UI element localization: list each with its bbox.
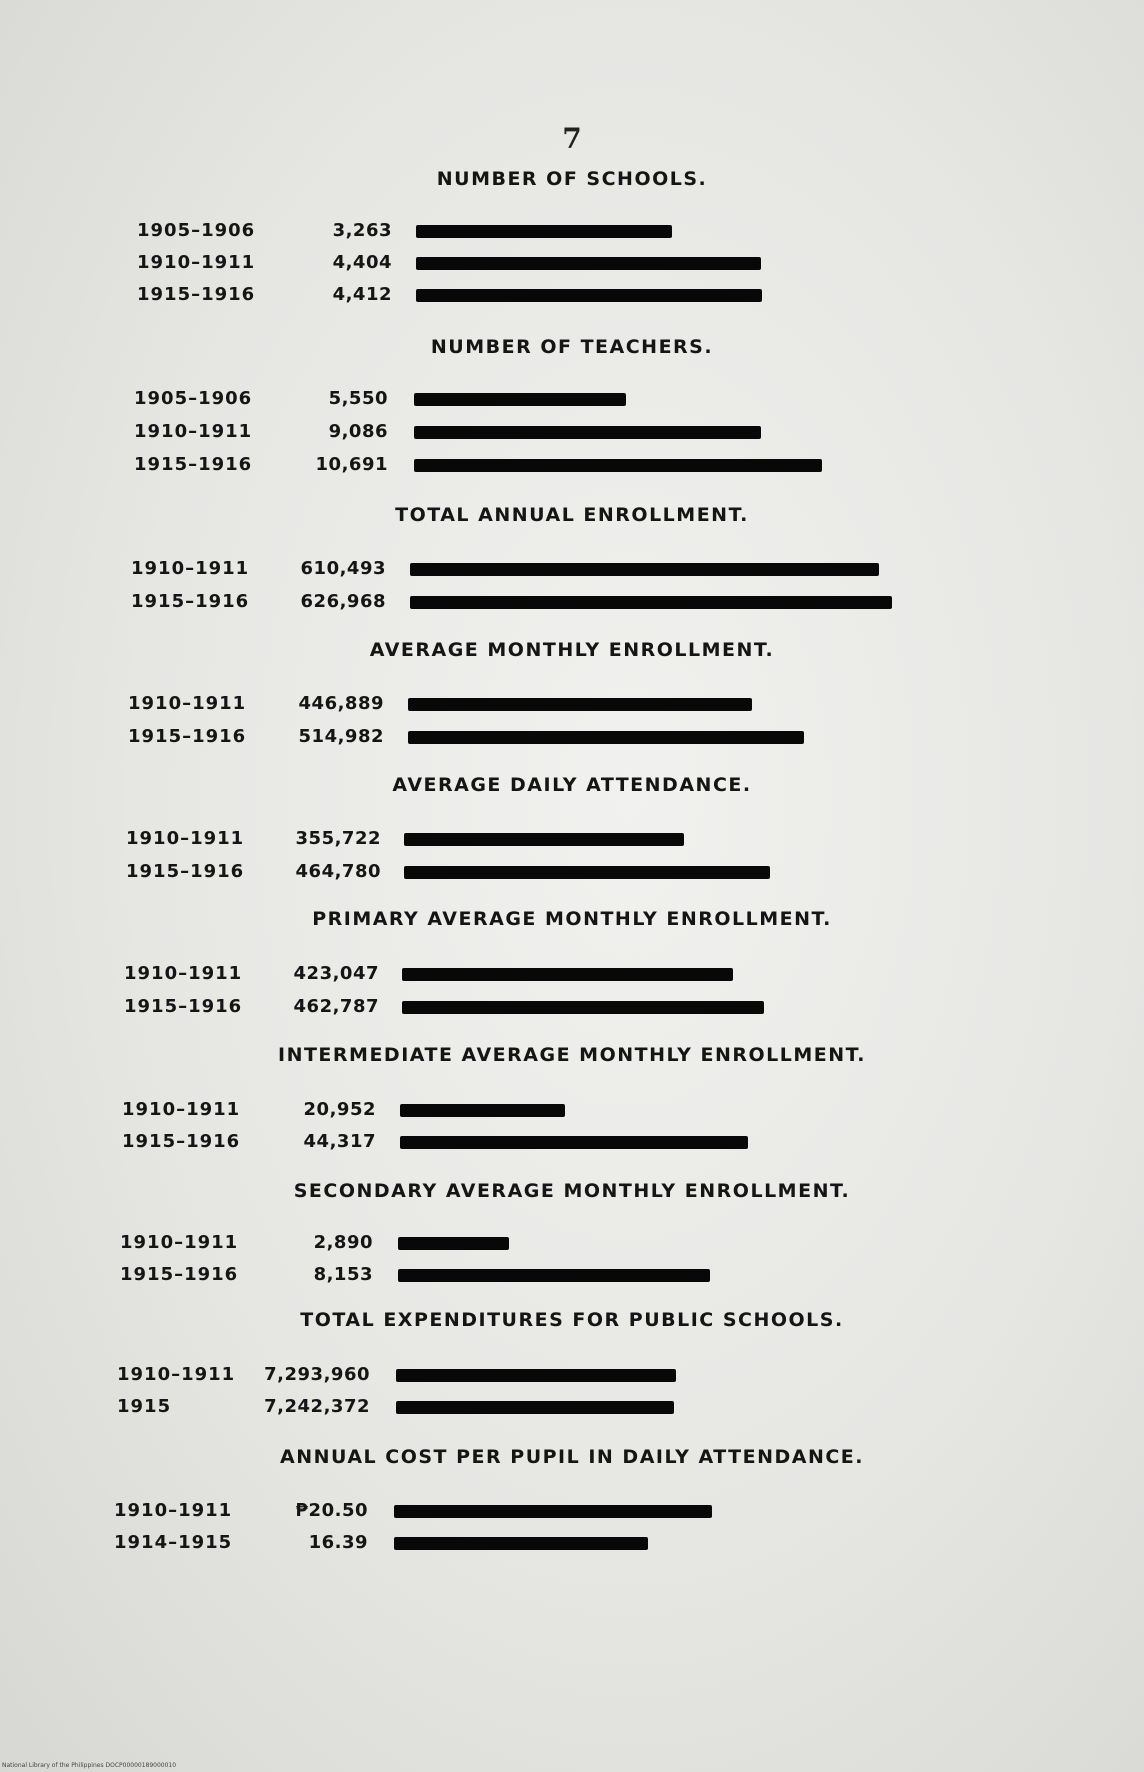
period-label: 1914–1915 bbox=[114, 1532, 233, 1553]
chart-title: SECONDARY AVERAGE MONTHLY ENROLLMENT. bbox=[293, 1180, 851, 1202]
value-label: 464,780 bbox=[295, 861, 381, 882]
value-label: 7,242,372 bbox=[264, 1396, 370, 1417]
period-label: 1915–1916 bbox=[128, 726, 247, 747]
period-label: 1910–1911 bbox=[117, 1364, 236, 1385]
bar bbox=[394, 1505, 712, 1518]
period-label: 1910–1911 bbox=[114, 1500, 233, 1521]
value-label: 3,263 bbox=[332, 220, 392, 241]
bar bbox=[398, 1269, 710, 1282]
period-label: 1910–1911 bbox=[128, 693, 247, 714]
bar bbox=[402, 968, 733, 981]
bar bbox=[414, 393, 626, 406]
period-label: 1915–1916 bbox=[124, 996, 243, 1017]
period-label: 1915–1916 bbox=[134, 454, 253, 475]
period-label: 1915–1916 bbox=[126, 861, 245, 882]
value-label: 423,047 bbox=[293, 963, 379, 984]
bar bbox=[402, 1001, 764, 1014]
value-label: 5,550 bbox=[328, 388, 388, 409]
bar bbox=[416, 289, 762, 302]
chart-title: TOTAL ANNUAL ENROLLMENT. bbox=[395, 504, 749, 526]
bar bbox=[410, 596, 892, 609]
value-label: ₱20.50 bbox=[295, 1500, 368, 1521]
period-label: 1915–1916 bbox=[137, 284, 256, 305]
bar bbox=[414, 426, 761, 439]
chart-title: INTERMEDIATE AVERAGE MONTHLY ENROLLMENT. bbox=[278, 1044, 866, 1066]
value-label: 446,889 bbox=[298, 693, 384, 714]
value-label: 7,293,960 bbox=[264, 1364, 370, 1385]
period-label: 1910–1911 bbox=[122, 1099, 241, 1120]
bar bbox=[400, 1104, 565, 1117]
value-label: 44,317 bbox=[303, 1131, 376, 1152]
value-label: 10,691 bbox=[315, 454, 388, 475]
bar bbox=[408, 698, 752, 711]
bar bbox=[416, 225, 672, 238]
bar bbox=[398, 1237, 509, 1250]
bar bbox=[414, 459, 822, 472]
chart-title: ANNUAL COST PER PUPIL IN DAILY ATTENDANCE. bbox=[280, 1446, 864, 1468]
value-label: 2,890 bbox=[313, 1232, 373, 1253]
footer-credit: National Library of the Philippines DOCP00000189000010 bbox=[2, 1762, 177, 1769]
value-label: 8,153 bbox=[313, 1264, 373, 1285]
value-label: 4,412 bbox=[332, 284, 392, 305]
value-label: 355,722 bbox=[295, 828, 381, 849]
bar bbox=[404, 833, 684, 846]
period-label: 1905–1906 bbox=[137, 220, 256, 241]
period-label: 1915 bbox=[117, 1396, 172, 1417]
period-label: 1915–1916 bbox=[131, 591, 250, 612]
chart-title: NUMBER OF TEACHERS. bbox=[430, 336, 714, 358]
bar bbox=[410, 563, 879, 576]
bar bbox=[416, 257, 761, 270]
period-label: 1910–1911 bbox=[120, 1232, 239, 1253]
chart-title: NUMBER OF SCHOOLS. bbox=[436, 168, 708, 190]
period-label: 1910–1911 bbox=[137, 252, 256, 273]
period-label: 1910–1911 bbox=[126, 828, 245, 849]
value-label: 4,404 bbox=[332, 252, 392, 273]
value-label: 514,982 bbox=[298, 726, 384, 747]
period-label: 1910–1911 bbox=[131, 558, 250, 579]
chart-title: AVERAGE MONTHLY ENROLLMENT. bbox=[369, 639, 775, 661]
chart-title: AVERAGE DAILY ATTENDANCE. bbox=[392, 774, 752, 796]
period-label: 1910–1911 bbox=[134, 421, 253, 442]
value-label: 462,787 bbox=[293, 996, 379, 1017]
bar bbox=[394, 1537, 648, 1550]
chart-title: TOTAL EXPENDITURES FOR PUBLIC SCHOOLS. bbox=[300, 1309, 844, 1331]
value-label: 626,968 bbox=[300, 591, 386, 612]
page-number: 7 bbox=[562, 122, 582, 155]
period-label: 1905–1906 bbox=[134, 388, 253, 409]
bar bbox=[404, 866, 770, 879]
value-label: 9,086 bbox=[328, 421, 388, 442]
bar bbox=[400, 1136, 748, 1149]
bar bbox=[396, 1401, 674, 1414]
bar bbox=[396, 1369, 676, 1382]
chart-title: PRIMARY AVERAGE MONTHLY ENROLLMENT. bbox=[312, 908, 832, 930]
value-label: 610,493 bbox=[300, 558, 386, 579]
bar bbox=[408, 731, 804, 744]
period-label: 1915–1916 bbox=[120, 1264, 239, 1285]
value-label: 16.39 bbox=[308, 1532, 368, 1553]
value-label: 20,952 bbox=[303, 1099, 376, 1120]
period-label: 1915–1916 bbox=[122, 1131, 241, 1152]
period-label: 1910–1911 bbox=[124, 963, 243, 984]
